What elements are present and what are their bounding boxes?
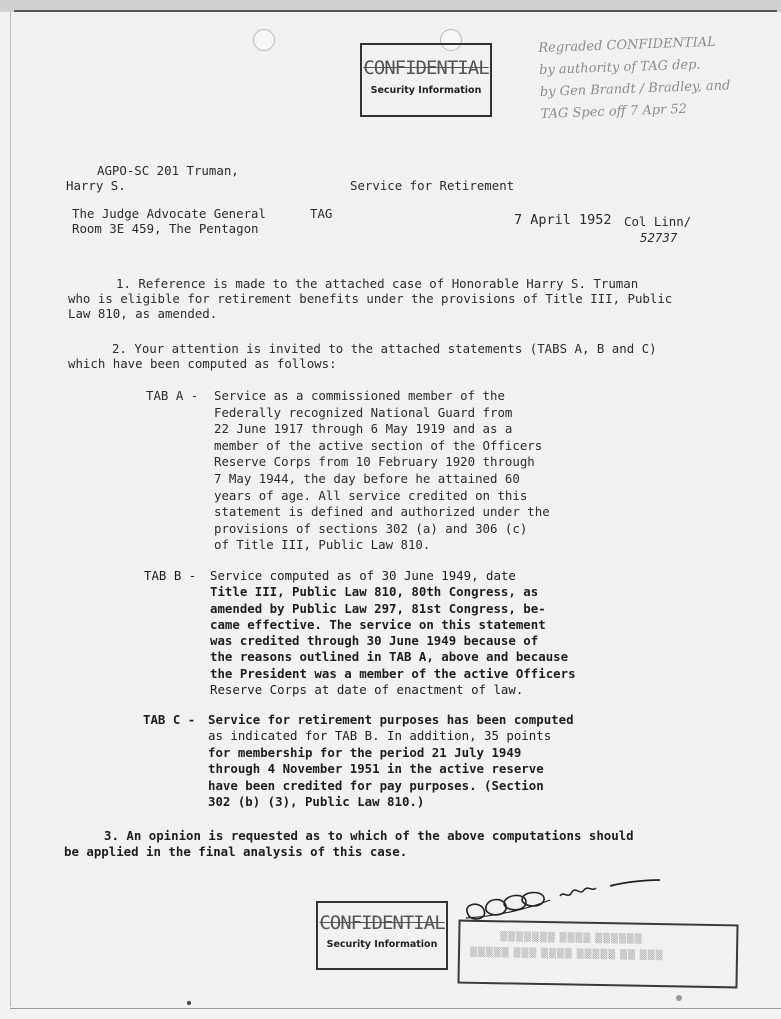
tab-c-line: Service for retirement purposes has been computed	[208, 712, 574, 727]
tab-b-line: the reasons outlined in TAB A, above and because	[210, 649, 569, 665]
paragraph-line: 2. Your attention is invited to the attached statements (TABS A, B and C)	[112, 341, 657, 356]
tab-a-line: member of the active section of the Officers	[214, 437, 543, 453]
tab-c-line: for membership for the period 21 July 1949	[208, 744, 522, 760]
tab-c-line: as indicated for TAB B. In addition, 35 points	[208, 728, 552, 744]
tab-a-line: of Title III, Public Law 810.	[214, 537, 431, 553]
tab-b-text	[210, 568, 576, 698]
tab-a-line: statement is defined and authorized under the	[214, 504, 550, 520]
tab-b-line: the President was a member of the active Officers	[210, 665, 576, 681]
tab-c-label: TAB C -	[143, 712, 196, 727]
received-stamp-mark: ▒▒▒▒▒ ▒▒▒ ▒▒▒▒ ▒▒▒▒▒ ▒▒ ▒▒▒	[469, 947, 664, 962]
tab-b-line: Service computed as of 30 June 1949, date	[210, 568, 516, 583]
paragraph-line: 3. An opinion is requested as to which of the above computations should	[104, 828, 634, 843]
from-office: TAG	[310, 206, 333, 221]
paragraph-line: which have been computed as follows:	[68, 356, 337, 371]
paragraph-3	[64, 828, 714, 860]
tab-a-line: Reserve Corps from 10 February 1920 through	[214, 454, 535, 470]
tab-c-text	[208, 712, 574, 810]
tab-a-line: years of age. All service credited on this	[214, 487, 528, 503]
paragraph-line: be applied in the final analysis of this case.	[64, 844, 408, 859]
ink-speck	[676, 995, 682, 1001]
punch-hole	[253, 29, 275, 51]
page-bottom-edge	[10, 1008, 781, 1009]
paragraph-2	[68, 341, 718, 371]
tab-c-line: 302 (b) (3), Public Law 810.)	[208, 794, 425, 810]
tab-c-line: have been credited for pay purposes. (Section	[208, 777, 544, 793]
paragraph-line: Law 810, as amended.	[68, 306, 218, 321]
stamp-title: CONFIDENTIAL	[319, 912, 445, 934]
tab-a-line: provisions of sections 302 (a) and 306 (c)	[214, 520, 528, 536]
received-stamp-mark: ▒▒▒▒▒▒▒ ▒▒▒▒ ▒▒▒▒▒▒	[500, 932, 643, 945]
phone-extension: 52737	[640, 230, 678, 245]
file-reference-line2: Harry S.	[66, 178, 126, 193]
ink-speck	[187, 1001, 191, 1005]
tab-a-line: Federally recognized National Guard from	[214, 404, 513, 420]
paragraph-line: who is eligible for retirement benefits under the provisions of Title III, Public	[68, 291, 673, 306]
stamp-subtitle: Security Information	[370, 85, 482, 96]
tab-a-label: TAB A -	[146, 388, 199, 403]
subject-line: Service for Retirement	[350, 178, 515, 193]
stamp-subtitle: Security Information	[326, 939, 438, 950]
confidential-stamp-bottom	[316, 901, 448, 970]
addressee-line1: The Judge Advocate General	[72, 206, 266, 221]
tab-a-text	[214, 388, 550, 554]
handwritten-line: by authority of TAG dep.	[538, 57, 701, 78]
handwritten-line: by Gen Brandt / Bradley, and	[539, 78, 731, 100]
page-left-edge	[10, 12, 11, 1007]
tab-a-line: 22 June 1917 through 6 May 1919 and as a	[214, 421, 513, 437]
letter-date: 7 April 1952	[514, 212, 612, 228]
tab-b-line: Title III, Public Law 810, 80th Congress, as	[210, 584, 539, 600]
confidential-stamp-top	[360, 43, 492, 117]
officer-name: Col Linn/	[624, 214, 692, 229]
handwritten-line: TAG Spec off 7 Apr 52	[540, 101, 688, 122]
file-reference-line1: AGPO-SC 201 Truman,	[97, 163, 239, 178]
tab-b-line: Reserve Corps at date of enactment of law.	[210, 682, 524, 698]
stamp-title: CONFIDENTIAL	[363, 57, 489, 79]
tab-a-line: Service as a commissioned member of the	[214, 388, 505, 403]
received-stamp	[457, 920, 738, 989]
tab-b-label: TAB B -	[144, 568, 197, 583]
tab-b-line: amended by Public Law 297, 81st Congress, be-	[210, 600, 546, 616]
addressee-line2: Room 3E 459, The Pentagon	[72, 221, 259, 236]
handwritten-note	[538, 31, 731, 126]
page-top-rule	[14, 10, 777, 12]
paragraph-1	[68, 276, 718, 321]
tab-b-line: was credited through 30 June 1949 because of	[210, 633, 539, 649]
paragraph-line: 1. Reference is made to the attached case of Honorable Harry S. Truman	[116, 276, 639, 291]
tab-b-line: came effective. The service on this statement	[210, 616, 546, 632]
tab-a-line: 7 May 1944, the day before he attained 60	[214, 470, 520, 486]
handwritten-line: Regraded CONFIDENTIAL	[538, 34, 717, 56]
tab-c-line: through 4 November 1951 in the active reserve	[208, 761, 544, 777]
